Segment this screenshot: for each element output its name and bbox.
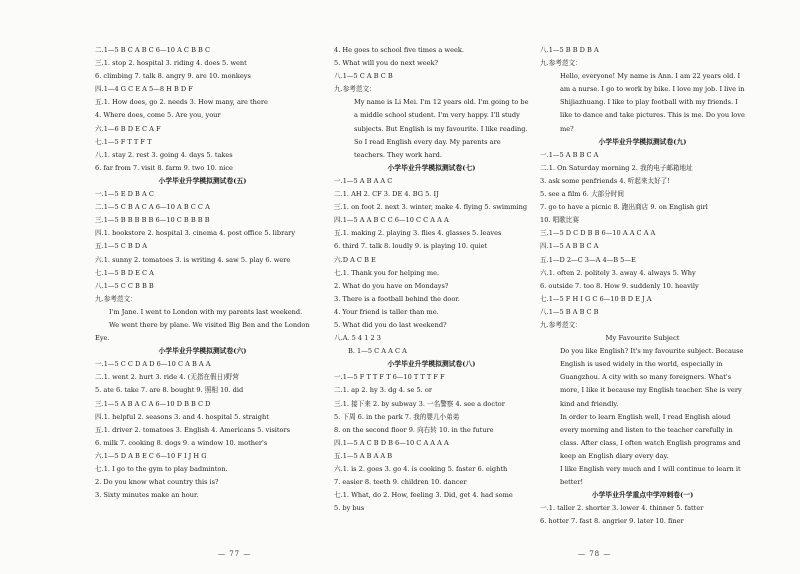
answer-line: 2. Do you know what country this is? (95, 478, 219, 487)
answer-line: 四.1—5 A C B D B 6—10 C A A A A (334, 438, 449, 447)
answer-line: 三.1—5 D C D B B 6—10 A A C A A (540, 229, 656, 238)
answer-line: 五.1—D 2—C 3—A 4—B 5—E (540, 255, 636, 264)
answer-line: 二.1. On Saturday morning 2. 我的电子邮箱地址 (540, 163, 693, 172)
answer-line: 七.1. I go to the gym to play badminton. (95, 465, 228, 473)
answer-line: 六.1. often 2. politely 3. away 4. always 5. Why (540, 268, 696, 277)
answer-line: 八.1. stay 2. rest 3. going 4. days 5. takes (95, 150, 233, 159)
answer-line: 二.1. ap 2. hy 3. dg 4. se 5. or (334, 386, 432, 395)
answer-line: 九.参考范文： (95, 294, 137, 303)
answer-line: 8. on the second floor 9. 向右转 10. in the future (334, 425, 494, 434)
page-number-left: — 77 — (218, 550, 252, 558)
answer-line: 7. easier 8. teeth 9. children 10. dancer (334, 478, 467, 487)
sample-essay-paragraph: Hello, everyone! My name is Ann. I am 22 years old. I am a nurse. I go to work by bike. I love my job. I live in Shijiazhuang. I like to play football with my friends. I like to dance and take pictures. This is me. Do you love me? (560, 72, 745, 133)
section-heading: 小学毕业升学模拟测试卷(六) (158, 347, 247, 356)
answer-line: 四.1—4 G C E A 5—8 H B D F (95, 85, 193, 94)
answer-line: 八.A. 5 4 1 2 3 (334, 334, 382, 343)
answer-column-left (95, 44, 310, 502)
answer-line: 一.1—5 A B A A C (334, 176, 393, 185)
answer-line: 三.1—5 B B B B B 6—10 C B B B B (95, 216, 210, 225)
answer-line: 3. Sixty minutes make an hour. (95, 491, 199, 500)
section-heading: 小学毕业升学模拟测试卷(八) (387, 360, 476, 369)
answer-line: 4. Where does, come 5. Are you, your (95, 111, 221, 120)
answer-line: 八.1—5 B B D B A (540, 46, 599, 54)
section-heading: 小学毕业升学模拟测试卷(五) (158, 176, 247, 185)
answer-line: 二.1. went 2. hurt 3. ride 4. (无指在假日)野营 (95, 373, 239, 382)
answer-line: 4. He goes to school five times a week. (334, 46, 464, 54)
answer-line: 6. far from 7. visit 8. farm 9. two 10. nice (95, 163, 233, 172)
answer-line: 5. see a film 6. 大部分时间 (540, 190, 624, 199)
answer-line: 五.1. driver 2. tomatoes 3. English 4. Americans 5. visitors (95, 425, 291, 434)
answer-line: 六.1—5 D A B E C 6—10 F I J H G (95, 451, 207, 460)
answer-line: 6. outside 7. too 8. How 9. suddenly 10. heavily (540, 281, 699, 290)
answer-line: 3. ask some penfriends 4. 听起来太好了! (540, 176, 670, 185)
answer-line: 七.1. What, do 2. How, feeling 3. Did, get 4. had some (334, 491, 513, 500)
answer-line: 二.1—5 C B A C A 6—10 A B C C A (95, 203, 210, 212)
answer-line: 3. There is a football behind the door. (334, 294, 460, 303)
answer-line: 一.1—5 F T T F T 6—10 T T T F F (334, 373, 445, 382)
answer-line: 2. What do you have on Mondays? (334, 281, 449, 290)
answer-line: 九.参考范文： (540, 320, 582, 329)
answer-column-right (540, 44, 745, 528)
answer-line: 六.1. sunny 2. tomatoes 3. is writing 4. saw 5. play 6. were (95, 255, 291, 264)
answer-line: 四.1. bookstore 2. hospital 3. cinema 4. post office 5. library (95, 229, 296, 238)
section-heading: 小学毕业升学模拟测试卷(七) (387, 163, 476, 172)
answer-line: 五.1—5 A B A A B (334, 451, 393, 460)
answer-line: 五.1. How does, go 2. needs 3. How many, are there (95, 98, 268, 107)
answer-line: 三.1—5 A B A C A 6—10 D B B C D (95, 399, 211, 408)
answer-line: 五.1. making 2. playing 3. flies 4. glasses 5. leaves (334, 229, 502, 238)
answer-line: 5. What did you do last weekend? (334, 320, 447, 329)
answer-line: 5. by bus (334, 504, 365, 513)
answer-line: 一.1—5 E D B A C (95, 190, 154, 199)
answer-line: 二.1—5 B C A B C 6—10 A C B B C (95, 46, 210, 54)
answer-line: We went there by plane. We visited Big Ben and the London (109, 320, 310, 329)
answer-line: 八.1—5 C A B C B (334, 72, 393, 81)
answer-line: 七.1—5 F H I G C 6—10 B D E J A (540, 294, 652, 303)
answer-line: 10. 唱歌比赛 (540, 216, 579, 225)
answer-line: 六.1—6 B D E C A F (95, 124, 161, 133)
answer-line: 二.1. AH 2. CF 3. DE 4. BG 5. IJ (334, 190, 439, 199)
answer-line: 四.1—5 A B B C A (540, 242, 599, 251)
answer-column-middle (334, 44, 529, 515)
section-heading: 小学毕业升学重点中学冲刺卷(一) (591, 491, 694, 500)
answer-line: 三.1. 接下来 2. by subway 3. 一名警察 4. see a doctor (334, 399, 505, 408)
answer-line: 7. go to have a picnic 8. 跑出商店 9. on English girl (540, 203, 708, 212)
answer-line: 一.1—5 A B B C A (540, 150, 599, 159)
answer-line: 5. ate 6. take 7. are 8. bought 9. 照相 10. did (95, 386, 244, 395)
answer-line: 四.1. helpful 2. seasons 3. and 4. hospital 5. straight (95, 412, 269, 421)
answer-line: 九.参考范文： (334, 85, 376, 94)
answer-line: 5. 下周 6. in the park 7. 我的婴儿小弟弟 (334, 412, 460, 421)
essay-title: My Favourite Subject (605, 334, 680, 343)
answer-line: 5. What will you do next week? (334, 59, 439, 68)
answer-line: 6. hotter 7. fast 8. angrier 9. later 10. finer (540, 517, 684, 526)
sample-essay-paragraph: My name is Li Mei. I'm 12 years old. I'm going to be a middle school student. I'm very happy. I'll study subjects. But English is my favourite. I like reading. So I read English every day. My parents are teachers. They work hard. (354, 98, 529, 159)
answer-line: 一.1. taller 2. shorter 3. lower 4. thinner 5. fatter (540, 504, 704, 513)
answer-line: 七.1. Thank you for helping me. (334, 268, 440, 277)
answer-line: 四.1—5 A A B C C 6—10 C C A A A (334, 216, 449, 225)
answer-line: 六.D A C B E (334, 255, 376, 264)
answer-line: 6. third 7. talk 8. loudly 9. is playing 10. quiet (334, 242, 488, 251)
answer-line: 6. milk 7. cooking 8. dogs 9. a window 10. mother's (95, 438, 268, 447)
answer-line: 七.1—5 F T T F T (95, 137, 152, 146)
answer-line: 八.1—5 B A B C B (540, 307, 599, 316)
sample-essay-paragraph: I like English very much and I will continue to learn it better! (560, 465, 741, 487)
answer-line: I'm Jane. I went to London with my parents last weekend. (109, 307, 303, 316)
answer-line: 八.1—5 C C B B B (95, 281, 154, 290)
answer-line: 九.参考范文： (540, 59, 582, 68)
page-number-right: — 78 — (578, 550, 612, 558)
answer-line: 6. climbing 7. talk 8. angry 9. are 10. monkeys (95, 72, 251, 81)
answer-line: 一.1—5 C C D A D 6—10 C A B A A (95, 360, 211, 369)
answer-line: 4. Your friend is taller than me. (334, 307, 439, 316)
answer-line: 五.1—5 C B D A (95, 242, 147, 251)
sample-essay-paragraph: Do you like English? It's my favourite subject. Because English is used widely in the world, especially in Guangzhou. A city with so many foreigners. What's more, I like it because my English teacher. She is very kind and friendly. (560, 347, 744, 408)
sample-essay-paragraph: In order to learn English well, I read English aloud every morning and listen to the teacher carefully in class. After class, I often watch English programs and keep an English diary every day. (560, 412, 741, 460)
answer-line: B. 1—5 C A A C A (348, 347, 407, 356)
answer-line: 七.1—5 B D E C A (95, 268, 154, 277)
answer-line: Eye. (95, 334, 110, 343)
answer-line: 三.1. stop 2. hospital 3. riding 4. does 5. went (95, 59, 247, 68)
answer-line: 三.1. on foot 2. next 3. winter, make 4. flying 5. swimming (334, 203, 528, 212)
section-heading: 小学毕业升学模拟测试卷(九) (598, 137, 687, 146)
answer-line: 六.1. is 2. goes 3. go 4. is cooking 5. faster 6. eighth (334, 465, 508, 473)
